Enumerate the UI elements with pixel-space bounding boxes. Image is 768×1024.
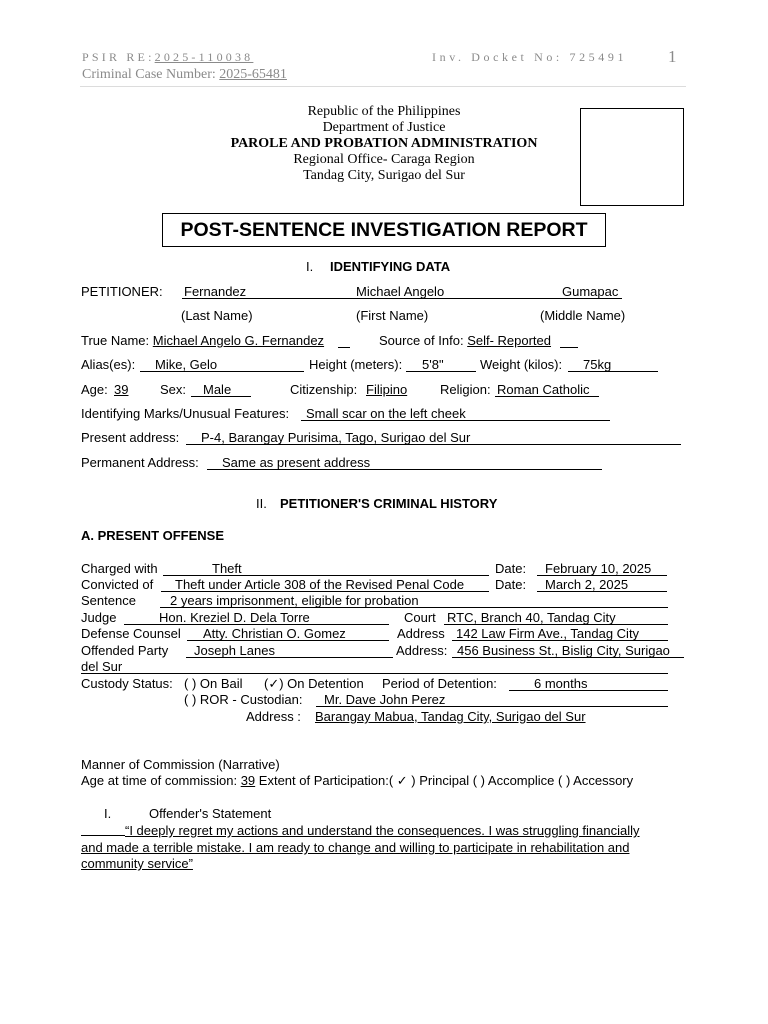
offended-party-value: Joseph Lanes — [194, 643, 275, 658]
agency-line-4: Regional Office- Caraga Region — [293, 152, 475, 167]
defense-counsel-value: Atty. Christian O. Gomez — [203, 626, 346, 641]
custodian-value: Mr. Dave John Perez — [324, 692, 446, 707]
weight-value: 75kg — [583, 357, 612, 372]
offended-party-label: Offended Party — [81, 643, 169, 658]
height-value: 5'8" — [422, 357, 444, 372]
alias-label: Alias(es): — [81, 357, 136, 372]
detention-period-line — [509, 690, 668, 691]
age-value: 39 — [114, 382, 129, 397]
agency-line-1: Republic of the Philippines — [307, 104, 461, 119]
ror-custodian-label: ( ) ROR - Custodian: — [184, 692, 303, 707]
agency-line-3: PAROLE AND PROBATION ADMINISTRATION — [230, 136, 538, 151]
statement-number: I. — [104, 806, 112, 821]
accomplice-option: ( ) Accomplice — [472, 773, 555, 788]
court-value: RTC, Branch 40, Tandag City — [447, 610, 616, 625]
section-1-number: I. — [306, 259, 314, 274]
age-label: Age: — [81, 382, 108, 397]
offended-address-value-2: del Sur — [81, 659, 123, 674]
sentence-label: Sentence — [81, 593, 136, 608]
citizenship-value: Filipino — [366, 382, 408, 397]
true-name-row — [81, 333, 324, 348]
psir-value: 2025-110038 — [154, 50, 254, 64]
statement-line-1 — [81, 823, 686, 838]
detention-period-value: 6 months — [534, 676, 588, 691]
sentence-value: 2 years imprisonment, eligible for probation — [170, 593, 419, 608]
offended-address-value-1: 456 Business St., Bislig City, Surigao — [457, 643, 670, 658]
custodian-address-label: Address : — [246, 709, 301, 724]
case-value: 2025-65481 — [219, 67, 287, 82]
on-detention-option: (✓) On Detention — [264, 676, 364, 691]
on-bail-option: ( ) On Bail — [184, 676, 243, 691]
petitioner-last-name: Fernandez — [184, 284, 247, 299]
marks-value: Small scar on the left cheek — [306, 406, 466, 421]
judge-label: Judge — [81, 610, 117, 625]
convicted-date-label: Date: — [495, 577, 527, 592]
manner-of-commission-label: Manner of Commission (Narrative) — [81, 757, 280, 772]
petitioner-label: PETITIONER: — [81, 284, 163, 299]
sex-value: Male — [203, 382, 232, 397]
true-name-label: True Name: — [81, 333, 150, 348]
principal-option: ( ✓ ) Principal — [388, 773, 470, 788]
weight-label: Weight (kilos): — [480, 357, 563, 372]
psir-reference — [82, 50, 253, 65]
statement-text-1: “I deeply regret my actions and understand the consequences. I was struggling financially — [125, 823, 640, 838]
header-divider — [80, 86, 686, 87]
agency-line-2: Department of Justice — [322, 120, 446, 135]
convicted-value: Theft under Article 308 of the Revised Penal Code — [175, 577, 465, 592]
source-line — [560, 347, 578, 348]
sex-label: Sex: — [160, 382, 187, 397]
custodian-address-value: Barangay Mabua, Tandag City, Surigao del Sur — [315, 709, 586, 724]
detention-period-label: Period of Detention: — [382, 676, 497, 691]
height-label: Height (meters): — [309, 357, 403, 372]
permanent-address-label: Permanent Address: — [81, 455, 199, 470]
judge-value: Hon. Kreziel D. Dela Torre — [159, 610, 310, 625]
last-name-caption: (Last Name) — [181, 308, 253, 323]
charged-date-value: February 10, 2025 — [545, 561, 652, 576]
section-1-title: IDENTIFYING DATA — [330, 259, 451, 274]
source-value: Self- Reported — [467, 333, 552, 348]
section-2-title: PETITIONER'S CRIMINAL HISTORY — [280, 496, 498, 511]
accessory-option: ( ) Accessory — [558, 773, 634, 788]
counsel-address-label: Address — [397, 626, 445, 641]
convicted-label: Convicted of — [81, 577, 154, 592]
docket-label: Inv. Docket No: — [432, 50, 563, 64]
agency-line-5: Tandag City, Surigao del Sur — [303, 168, 465, 183]
agency-block — [184, 104, 584, 184]
religion-label: Religion: — [440, 382, 491, 397]
marks-label: Identifying Marks/Unusual Features: — [81, 406, 290, 421]
section-2-number: II. — [256, 496, 267, 511]
custody-status-label: Custody Status: — [81, 676, 173, 691]
citizenship-label: Citizenship: — [290, 382, 358, 397]
source-label: Source of Info: — [379, 333, 464, 348]
age-commission-row — [81, 773, 633, 789]
permanent-address-value: Same as present address — [222, 455, 371, 470]
offended-address-label: Address: — [396, 643, 448, 658]
criminal-case-number — [82, 67, 287, 83]
petitioner-middle-name: Gumapac — [562, 284, 619, 299]
defense-counsel-label: Defense Counsel — [81, 626, 181, 641]
case-label: Criminal Case Number: — [82, 67, 216, 82]
weight-line — [568, 371, 658, 372]
statement-title: Offender's Statement — [149, 806, 272, 821]
age-commission-value: 39 — [240, 773, 256, 788]
charged-label: Charged with — [81, 561, 158, 576]
docket-number — [432, 50, 627, 65]
statement-indent — [81, 823, 125, 836]
court-label: Court — [404, 610, 436, 625]
charged-date-label: Date: — [495, 561, 527, 576]
alias-value: Mike, Gelo — [155, 357, 218, 372]
religion-value: Roman Catholic — [497, 382, 590, 397]
present-offense-heading: A. PRESENT OFFENSE — [81, 528, 225, 543]
true-name-value: Michael Angelo G. Fernandez — [152, 333, 325, 348]
statement-line-3: community service” — [81, 856, 193, 871]
age-commission-label: Age at time of commission: — [81, 773, 238, 788]
photo-box — [580, 108, 684, 206]
page-number: 1 — [668, 47, 677, 66]
psir-label: PSIR RE: — [82, 50, 155, 64]
true-name-line — [338, 347, 350, 348]
report-title: POST-SENTENCE INVESTIGATION REPORT — [162, 213, 606, 247]
extent-label: Extent of Participation: — [258, 773, 389, 788]
charged-value: Theft — [212, 561, 242, 576]
docket-value: 725491 — [569, 50, 628, 64]
petitioner-first-name: Michael Angelo — [356, 284, 445, 299]
statement-line-2: and made a terrible mistake. I am ready to change and willing to participate in rehabilitation and — [81, 840, 630, 855]
present-address-label: Present address: — [81, 430, 180, 445]
convicted-date-value: March 2, 2025 — [545, 577, 629, 592]
first-name-caption: (First Name) — [356, 308, 429, 323]
counsel-address-value: 142 Law Firm Ave., Tandag City — [456, 626, 640, 641]
present-address-value: P-4, Barangay Purisima, Tago, Surigao del Sur — [201, 430, 471, 445]
source-row — [379, 333, 551, 348]
offended-address-line-2 — [81, 673, 668, 674]
middle-name-caption: (Middle Name) — [540, 308, 626, 323]
